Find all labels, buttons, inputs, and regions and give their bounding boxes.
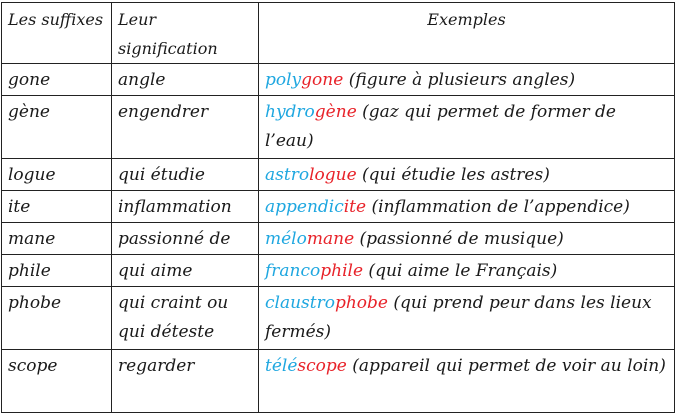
header-row [2, 3, 675, 64]
example-root: appendic [265, 197, 344, 217]
example-root: mélo [265, 229, 307, 249]
suffix-table [1, 2, 675, 413]
example-suffix: logue [309, 165, 357, 185]
meaning-cell: inflammation [112, 191, 259, 223]
example-definition: (figure à plusieurs angles) [343, 70, 576, 90]
example-suffix: phile [320, 261, 364, 281]
example-definition: (qui aime le Français) [363, 261, 558, 281]
example-cell [259, 96, 675, 159]
example-cell [259, 350, 675, 413]
example-root: hydro [265, 102, 315, 122]
example-cell [259, 255, 675, 287]
table-row [2, 255, 675, 287]
table-row [2, 223, 675, 255]
header-suffixes: Les suffixes [2, 3, 112, 64]
example-definition: (qui prend peur dans les lieux fermés) [265, 293, 652, 342]
table-row [2, 159, 675, 191]
example-definition: (qui étudie les astres) [356, 165, 550, 185]
example-root: claustro [265, 293, 335, 313]
example-suffix: scope [297, 356, 347, 376]
example-definition: (gaz qui permet de former de l’eau) [265, 102, 616, 151]
suffix-cell: gone [2, 64, 112, 96]
example-cell [259, 287, 675, 350]
table-row [2, 350, 675, 413]
header-examples: Exemples [259, 3, 675, 64]
example-root: astro [265, 165, 310, 185]
suffix-cell: mane [2, 223, 112, 255]
example-root: télé [265, 356, 298, 376]
meaning-cell: qui aime [112, 255, 259, 287]
example-definition: (passionné de musique) [354, 229, 564, 249]
table-row [2, 191, 675, 223]
meaning-cell: passionné de [112, 223, 259, 255]
example-root: franco [265, 261, 321, 281]
example-cell [259, 159, 675, 191]
example-cell [259, 191, 675, 223]
meaning-cell: qui craint ou qui déteste [112, 287, 259, 350]
table-row [2, 64, 675, 96]
example-suffix: gène [314, 102, 357, 122]
meaning-cell: regarder [112, 350, 259, 413]
meaning-cell: angle [112, 64, 259, 96]
suffix-cell: ite [2, 191, 112, 223]
suffix-cell: phobe [2, 287, 112, 350]
table-row [2, 96, 675, 159]
table-row [2, 287, 675, 350]
example-definition: (appareil qui permet de voir au loin) [346, 356, 666, 376]
example-cell [259, 223, 675, 255]
example-root: poly [265, 70, 302, 90]
header-meaning: Leur signification [112, 3, 259, 64]
suffix-cell: scope [2, 350, 112, 413]
example-suffix: ite [343, 197, 367, 217]
meaning-cell: engendrer [112, 96, 259, 159]
suffix-cell: gène [2, 96, 112, 159]
example-suffix: mane [306, 229, 355, 249]
suffix-cell: logue [2, 159, 112, 191]
meaning-cell: qui étudie [112, 159, 259, 191]
example-suffix: gone [301, 70, 344, 90]
example-suffix: phobe [334, 293, 388, 313]
example-cell [259, 64, 675, 96]
example-definition: (inflammation de l’appendice) [366, 197, 630, 217]
suffix-cell: phile [2, 255, 112, 287]
